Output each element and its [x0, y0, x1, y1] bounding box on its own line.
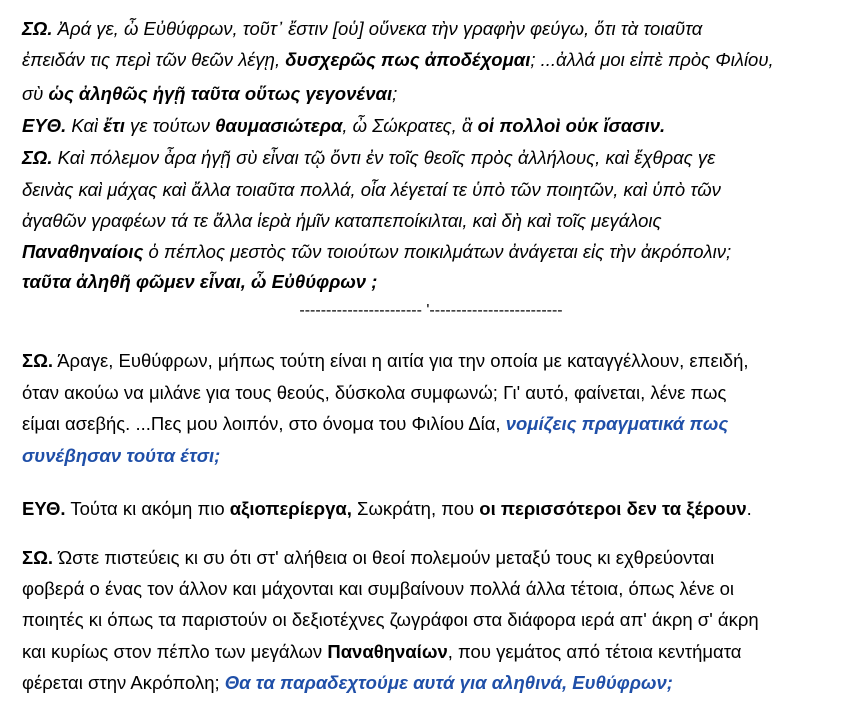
modern-line-1 — [22, 352, 749, 371]
ancient-line-3 — [22, 85, 397, 104]
text-run: ἀγαθῶν γραφέων τά τε ἄλλα ἱερὰ ἡμῖν καταπεποίκιλται, καὶ δὴ καὶ τοῖς μεγάλοις — [22, 210, 662, 231]
ancient-line-7 — [22, 212, 661, 231]
bold-phrase: δυσχερῶς πως ἀποδέχομαι — [285, 49, 531, 70]
text-run: Ἀρά γε, ὦ Εὐθύφρων, τοῦτ᾽ ἔστιν [οὑ] οὕνεκα τὴν γραφὴν φεύγω, ὅτι τὰ τοιαῦτα — [52, 18, 703, 39]
speaker-label: ΣΩ. — [22, 547, 54, 568]
bold-phrase: Παναθηναίοις — [22, 241, 144, 262]
modern-line-10 — [22, 674, 673, 693]
text-run: Καὶ πόλεμον ἆρα ἡγῇ σὺ εἶναι τῷ ὄντι ἐν τοῖς θεοῖς πρὸς ἀλλήλους, καὶ ἔχθρας γε — [52, 147, 716, 168]
ancient-line-8 — [22, 243, 731, 262]
speaker-label: ΣΩ. — [22, 18, 53, 39]
text-run: Τούτα κι ακόμη πιο — [65, 498, 230, 519]
ancient-line-2 — [22, 51, 774, 70]
bold-phrase: θαυμασιώτερα — [215, 115, 343, 136]
text-run: ; ...ἀλλά μοι εἰπὲ πρὸς Φιλίου, — [530, 49, 774, 70]
ancient-line-6 — [22, 181, 721, 200]
bold-phrase: αξιοπερίεργα, — [229, 498, 352, 519]
text-run: ὁ πέπλος μεστὸς τῶν τοιούτων ποικιλμάτων ἀνάγεται εἰς τὴν ἀκρόπολιν; — [143, 241, 732, 262]
text-run: φοβερά ο ένας τον άλλον και μάχονται και συμβαίνουν πολλά άλλα τέτοια, όπως λένε οι — [22, 578, 735, 599]
text-run: ἐπειδάν τις περὶ τῶν θεῶν λέγῃ, — [22, 49, 286, 70]
ancient-line-4 — [22, 117, 665, 136]
speaker-label: ΣΩ. — [22, 350, 54, 371]
modern-line-5 — [22, 500, 752, 519]
ancient-line-1 — [22, 20, 702, 39]
text-run: . — [746, 498, 752, 519]
highlighted-phrase: νομίζεις πραγματικά πως — [505, 413, 729, 434]
modern-line-9 — [22, 643, 741, 662]
bold-phrase: οἱ πολλοὶ οὐκ ἴσασιν. — [477, 115, 666, 136]
text-run: όταν ακούω να μιλάνε για τους θεούς, δύσκολα συμφωνώ; Γι' αυτό, φαίνεται, λένε πως — [22, 382, 727, 403]
bold-phrase: ταῦτα ἀληθῆ φῶμεν εἶναι, ὦ Εὐθύφρων ; — [22, 271, 378, 292]
speaker-label: ΕΥΘ. — [22, 115, 67, 136]
text-run: γε τούτων — [124, 115, 216, 136]
separator-line: ----------------------- '------------------------- — [299, 302, 563, 319]
modern-line-6 — [22, 549, 714, 568]
text-run: είμαι ασεβής. ...Πες μου λοιπόν, στο όνομα του Φιλίου Δία, — [22, 413, 506, 434]
text-run: , ὦ Σώκρατες, ἃ — [342, 115, 478, 136]
highlighted-phrase: Θα τα παραδεχτούμε αυτά για αληθινά, Ευθύφρων; — [224, 672, 673, 693]
text-run: ποιητές κι όπως τα παριστούν οι δεξιοτέχνες ζωγράφοι στα διάφορα ιερά απ' άκρη σ' άκρη — [22, 609, 759, 630]
text-run: Άραγε, Ευθύφρων, μήπως τούτη είναι η αιτία για την οποία με καταγγέλλουν, επειδή, — [53, 350, 749, 371]
speaker-label: ΕΥΘ. — [22, 498, 66, 519]
text-run: φέρεται στην Ακρόπολη; — [22, 672, 225, 693]
modern-line-7 — [22, 580, 734, 599]
text-run: Σωκράτη, που — [351, 498, 480, 519]
text-run: δεινὰς καὶ μάχας καὶ ἄλλα τοιαῦτα πολλά, οἷα λέγεταί τε ὑπὸ τῶν ποιητῶν, καὶ ὑπὸ τῶν — [22, 179, 721, 200]
bold-phrase: ὡς ἀληθῶς ἡγῇ ταῦτα οὕτως γεγονέναι — [48, 83, 393, 104]
ancient-line-5 — [22, 149, 715, 168]
bold-phrase: Παναθηναίων — [327, 641, 448, 662]
speaker-label: ΣΩ. — [22, 147, 53, 168]
highlighted-phrase: συνέβησαν τούτα έτσι; — [22, 445, 221, 466]
text-run: σὺ — [22, 83, 49, 104]
ancient-line-9 — [22, 273, 377, 292]
text-run: ; — [392, 83, 398, 104]
modern-line-2 — [22, 384, 726, 403]
modern-line-8 — [22, 611, 759, 630]
modern-line-3 — [22, 415, 728, 434]
text-run: Ώστε πιστεύεις κι συ ότι στ' αλήθεια οι θεοί πολεμούν μεταξύ τους κι εχθρεύονται — [53, 547, 715, 568]
bold-phrase: ἔτι — [103, 115, 125, 136]
text-run: Καὶ — [66, 115, 104, 136]
bold-phrase: οι περισσότεροι δεν τα ξέρουν — [479, 498, 747, 519]
text-run: και κυρίως στον πέπλο των μεγάλων — [22, 641, 328, 662]
modern-line-4 — [22, 447, 220, 466]
text-run: , που γεμάτος από τέτοια κεντήματα — [447, 641, 742, 662]
